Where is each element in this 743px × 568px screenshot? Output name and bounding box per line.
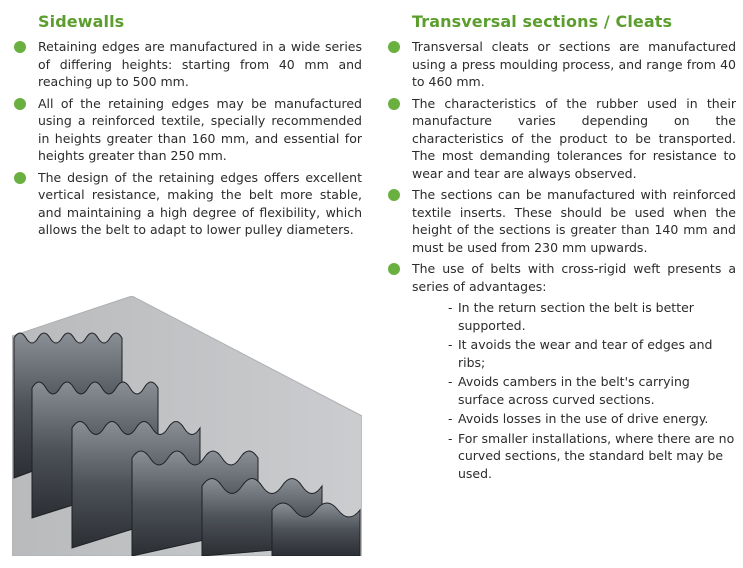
list-item xyxy=(12,169,362,239)
cleats-heading: Transversal sections / Cleats xyxy=(412,12,673,31)
bullet-text: The characteristics of the rubber used in their manufacture varies depending on the characteristics of the product to be transported. The most demanding tolerances for resistance to wear and tear are always observed. xyxy=(412,95,736,181)
list-item xyxy=(386,260,736,482)
list-item xyxy=(12,95,362,165)
bullet-text: All of the retaining edges may be manufactured using a reinforced textile, specially recommended in heights greater than 160 mm, and essential for heights greater than 250 mm. xyxy=(38,95,362,163)
advantage-item: - For smaller installations, where there are no curved sections, the standard belt may be used. xyxy=(448,430,735,481)
advantage-text: Avoids losses in the use of drive energy. xyxy=(458,411,709,426)
bullet-dot-icon xyxy=(14,41,26,53)
advantages-list xyxy=(412,299,736,482)
bullet-text: The design of the retaining edges offers excellent vertical resistance, making the belt more stable, and maintaining a high degree of flexibility, which allows the belt to adapt to lower pulley diameters. xyxy=(38,169,362,237)
advantage-item: - Avoids cambers in the belt's carrying surface across curved sections. xyxy=(448,374,690,407)
bullet-dot-icon xyxy=(388,41,400,53)
bullet-text: The use of belts with cross-rigid weft presents a series of advantages: xyxy=(412,261,736,294)
bullet-dot-icon xyxy=(14,98,26,110)
bullet-dot-icon xyxy=(388,189,400,201)
sidewalls-bullet-list xyxy=(12,38,362,243)
advantage-text: Avoids cambers in the belt's carrying surface across curved sections. xyxy=(458,374,690,407)
list-item xyxy=(386,38,736,91)
cleats-bullet-list xyxy=(386,38,736,486)
advantage-text: In the return section the belt is better supported. xyxy=(458,300,694,333)
sidewalls-heading: Sidewalls xyxy=(38,12,125,31)
bullet-dot-icon xyxy=(388,98,400,110)
advantage-text: For smaller installations, where there are no curved sections, the standard belt may be used. xyxy=(458,430,735,481)
bullet-text: Retaining edges are manufactured in a wide series of differing heights: starting from 40 mm and reaching up to 500 mm. xyxy=(38,39,362,89)
bullet-dot-icon xyxy=(14,172,26,184)
advantage-item: - It avoids the wear and tear of edges and ribs; xyxy=(448,337,713,370)
advantage-text: It avoids the wear and tear of edges and ribs; xyxy=(458,337,713,370)
list-item xyxy=(386,95,736,183)
advantage-item: - Avoids losses in the use of drive energy. xyxy=(448,411,709,426)
bullet-text: Transversal cleats or sections are manufactured using a press moulding process, and range from 40 to 460 mm. xyxy=(412,39,736,89)
list-item xyxy=(386,186,736,256)
advantage-item: - In the return section the belt is better supported. xyxy=(448,300,694,333)
sidewall-belt-photo xyxy=(12,296,362,556)
list-item xyxy=(12,38,362,91)
bullet-text: The sections can be manufactured with reinforced textile inserts. These should be used when the height of the sections is greater than 140 mm and must be used from 230 mm upwards. xyxy=(412,187,736,255)
bullet-dot-icon xyxy=(388,263,400,275)
